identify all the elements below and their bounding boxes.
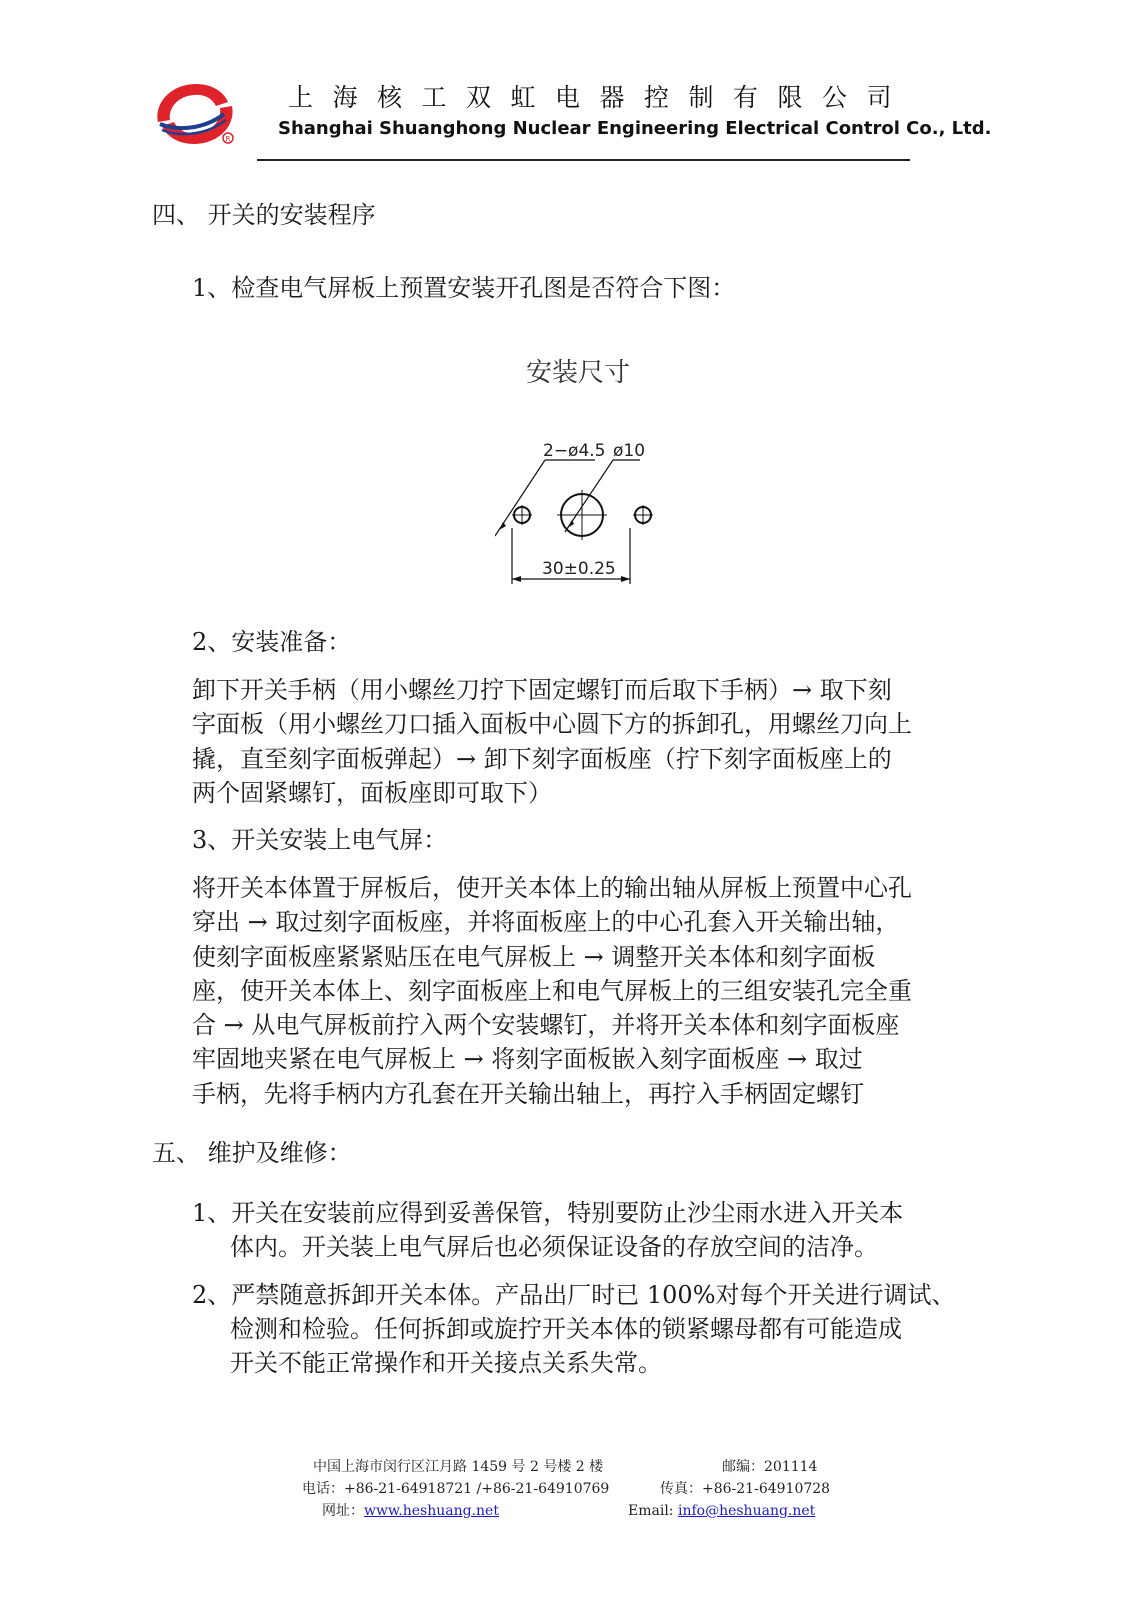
section-4-item-2: 2、安装准备： — [192, 628, 352, 656]
section-4-item-3-text — [192, 871, 982, 1111]
diagram-label-spacing: 30±0.25 — [542, 559, 616, 579]
section-4-item-1: 1、检查电气屏板上预置安装开孔图是否符合下图： — [192, 274, 736, 302]
section-4-item-2-text — [192, 673, 982, 810]
website-link[interactable]: www.heshuang.net — [364, 1503, 499, 1519]
text-line: 撬，直至刻字面板弹起）→ 卸下刻字面板座（拧下刻字面板座上的 — [192, 744, 892, 773]
section-5-item-1-line-2: 体内。开关装上电气屏后也必须保证设备的存放空间的洁净。 — [230, 1233, 878, 1261]
section-5-item-2-line-2: 检测和检验。任何拆卸或旋拧开关本体的锁紧螺母都有可能造成 — [230, 1315, 902, 1343]
svg-text:R: R — [225, 135, 231, 143]
footer-email — [628, 1501, 815, 1521]
footer-fax: 传真：+86-21-64910728 — [660, 1481, 831, 1497]
text-line: 将开关本体置于屏板后，使开关本体上的输出轴从屏板上预置中心孔 — [192, 874, 912, 902]
section-5-item-1-line-1: 1、开关在安装前应得到妥善保管，特别要防止沙尘雨水进入开关本 — [192, 1199, 904, 1227]
text-line: 合 → 从电气屏板前拧入两个安装螺钉，并将开关本体和刻字面板座 — [192, 1011, 900, 1040]
diagram-label-holes: 2−ø4.5 — [543, 441, 606, 461]
footer-address: 中国上海市闵行区江月路 1459 号 2 号楼 2 楼 — [313, 1459, 604, 1475]
company-name-en: Shanghai Shuanghong Nuclear Engineering Electrical Control Co., Ltd. — [278, 118, 992, 139]
section-5-item-2-line-3: 开关不能正常操作和开关接点关系失常。 — [230, 1349, 662, 1377]
text-line: 卸下开关手柄（用小螺丝刀拧下固定螺钉而后取下手柄）→ 取下刻 — [192, 676, 892, 704]
footer-website — [322, 1501, 499, 1521]
text-line: 字面板（用小螺丝刀口插入面板中心圆下方的拆卸孔，用螺丝刀向上 — [192, 710, 912, 739]
text-line: 座，使开关本体上、刻字面板座上和电气屏板上的三组安装孔完全重 — [192, 976, 912, 1005]
mounting-hole-diagram — [495, 438, 695, 608]
section-5-title: 五、 维护及维修： — [152, 1139, 352, 1167]
email-link[interactable]: info@heshuang.net — [677, 1503, 816, 1519]
website-label: 网址： — [322, 1503, 364, 1519]
text-line: 牢固地夹紧在电气屏板上 → 将刻字面板嵌入刻字面板座 → 取过 — [192, 1045, 863, 1074]
diagram-label-center: ø10 — [613, 441, 646, 461]
email-label: Email: — [628, 1503, 678, 1519]
footer-postcode: 邮编：201114 — [722, 1459, 818, 1475]
section-4-title: 四、 开关的安装程序 — [152, 201, 376, 229]
header-divider — [257, 159, 910, 161]
company-name-cn: 上海核工双虹电器控制有限公司 — [288, 83, 912, 112]
text-line: 穿出 → 取过刻字面板座，并将面板座上的中心孔套入开关输出轴， — [192, 908, 900, 937]
company-logo-icon — [150, 80, 240, 148]
footer-phone: 电话：+86-21-64918721 /+86-21-64910769 — [302, 1481, 610, 1497]
text-line: 使刻字面板座紧紧贴压在电气屏板上 → 调整开关本体和刻字面板 — [192, 942, 876, 971]
text-line: 手柄，先将手柄内方孔套在开关输出轴上，再拧入手柄固定螺钉 — [192, 1079, 864, 1108]
text-line: 两个固紧螺钉，面板座即可取下） — [192, 778, 552, 807]
diagram-title: 安装尺寸 — [526, 358, 631, 388]
section-5-item-2-line-1: 2、严禁随意拆卸开关本体。产品出厂时已 100%对每个开关进行调试、 — [192, 1281, 956, 1309]
section-4-item-3: 3、开关安装上电气屏： — [192, 826, 448, 854]
